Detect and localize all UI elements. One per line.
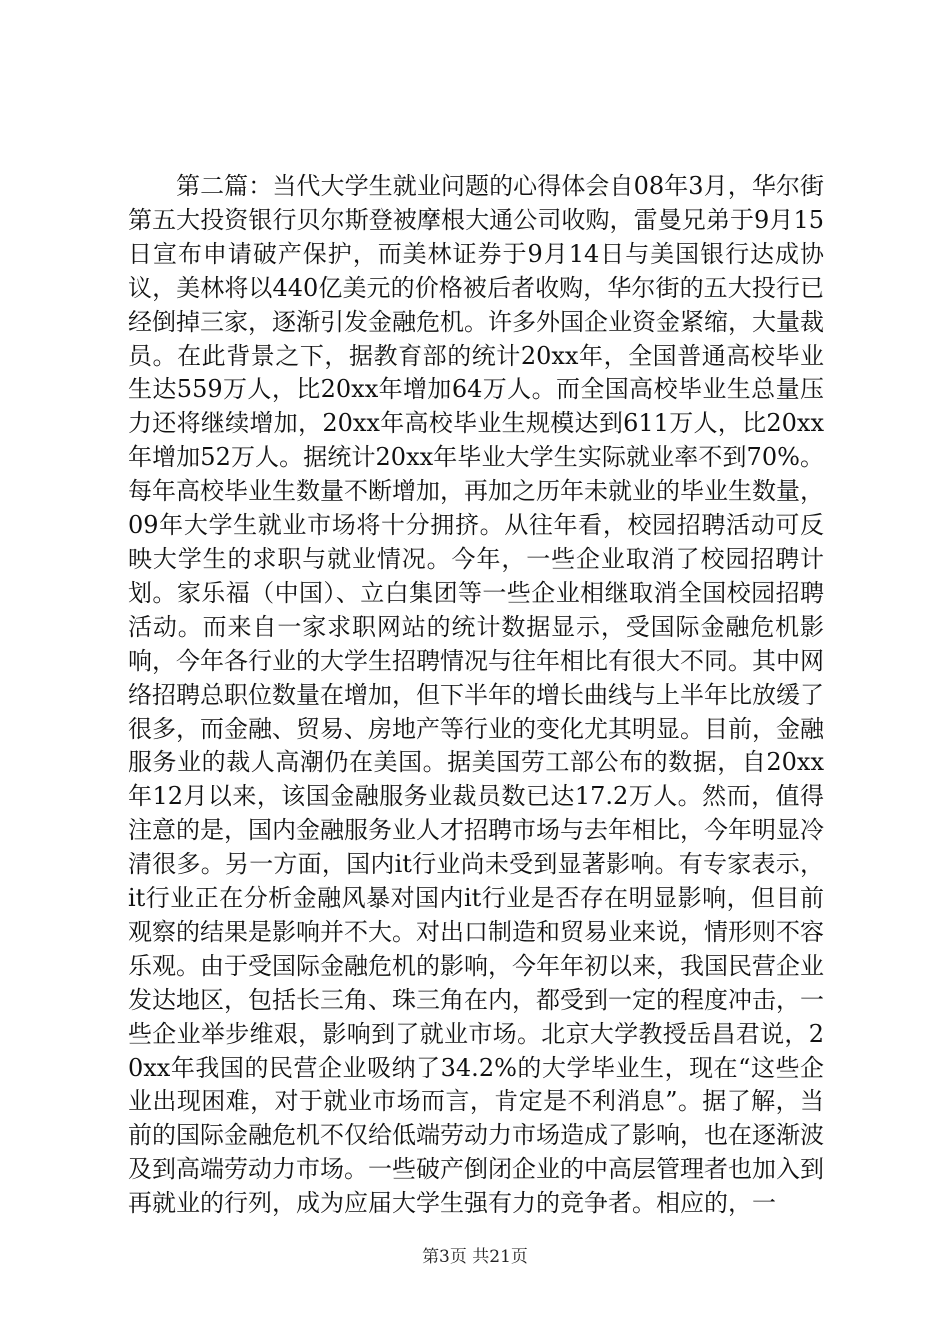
page-number-footer: 第3页 共21页 [422,1247,528,1267]
body-paragraph: 第二篇：当代大学生就业问题的心得体会自08年3月，华尔街第五大投资银行贝尔斯登被摩根大通公司收购，雷曼兄弟于9月15日宣布申请破产保护，而美林证券于9月14日与美国银行达成协议，美林将以440亿美元的价格被后者收购，华尔街的五大投行已经倒掉三家，逐渐引发金融危机。许多外国企业资金紧缩，大量裁员。在此背景之下，据教育部的统计20xx年，全国普通高校毕业生达559万人，比20xx年增加64万人。而全国高校毕业生总量压力还将继续增加，20xx年高校毕业生规模达到611万人，比20xx年增加52万人。据统计20xx年毕业大学生实际就业率不到70%。每年高校毕业生数量不断增加，再加之历年未就业的毕业生数量，09年大学生就业市场将十分拥挤。从往年看，校园招聘活动可反映大学生的求职与就业情况。今年，一些企业取消了校园招聘计划。家乐福（中国）、立白集团等一些企业相继取消全国校园招聘活动。而来自一家求职网站的统计数据显示，受国际金融危机影响，今年各行业的大学生招聘情况与往年相比有很大不同。其中网络招聘总职位数量在增加，但下半年的增长曲线与上半年比放缓了很多，而金融、贸易、房地产等行业的变化尤其明显。目前，金融服务业的裁人高潮仍在美国。据美国劳工部公布的数据，自20xx年12月以来，该国金融服务业裁员数已达17.2万人。然而，值得注意的是，国内金融服务业人才招聘市场与去年相比，今年明显冷清很多。另一方面，国内it行业尚未受到显著影响。有专家表示，it行业正在分析金融风暴对国内it行业是否存在明显影响，但目前观察的结果是影响并不大。对出口制造和贸易业来说，情形则不容乐观。由于受国际金融危机的影响，今年年初以来，我国民营企业发达地区，包括长三角、珠三角在内，都受到一定的程度冲击，一些企业举步维艰，影响到了就业市场。北京大学教授岳昌君说，20xx年我国的民营企业吸纳了34.2%的大学毕业生，现在“这些企业出现困难，对于就业市场而言，肯定是不利消息”。据了解，当前的国际金融危机不仅给低端劳动力市场造成了影响，也在逐渐波及到高端劳动力市场。一些破产倒闭企业的中高层管理者也加入到再就业的行列，成为应届大学生强有力的竞争者。相应的，一 [128,172,824,1218]
